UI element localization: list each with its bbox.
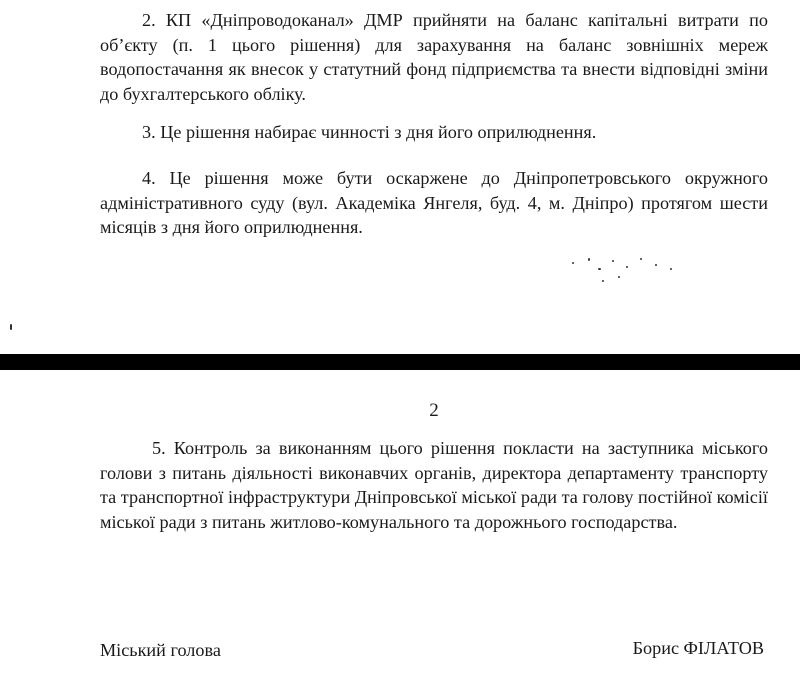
paragraph-4: 4. Це рішення може бути оскаржене до Дніпропетровського окружного адміністративного суду (вул. Академіка Янгеля, буд. 4, м. Дніпро) протягом шести місяців з дня його оприлюднення. [100, 168, 768, 237]
paragraph-5: 5. Контроль за виконанням цього рішення покласти на заступника міського голови з питань діяльності виконавчих органів, директора департаменту транспорту та транспортної інфраструктури Дніпровської міської ради та голову постійної комісії міської ради з питань житлово-комунального та дорожнього господарства. [100, 438, 768, 532]
document-page-bottom [0, 370, 800, 688]
signature-name: Борис ФІЛАТОВ [632, 638, 764, 658]
page-separator [0, 354, 800, 370]
page-number: 2 [429, 400, 439, 421]
paragraph-2: 2. КП «Дніпроводоканал» ДМР прийняти на баланс капітальні витрати по об’єкту (п. 1 цього рішення) для зарахування на баланс зовнішніх мереж водопостачання як внесок у статутний фонд підприємства та внести відповідні зміни до бухгалтерського обліку. [100, 10, 768, 104]
paragraph-3: 3. Це рішення набирає чинності з дня його оприлюднення. [142, 122, 597, 142]
signature-title: Міський голова [100, 640, 221, 660]
